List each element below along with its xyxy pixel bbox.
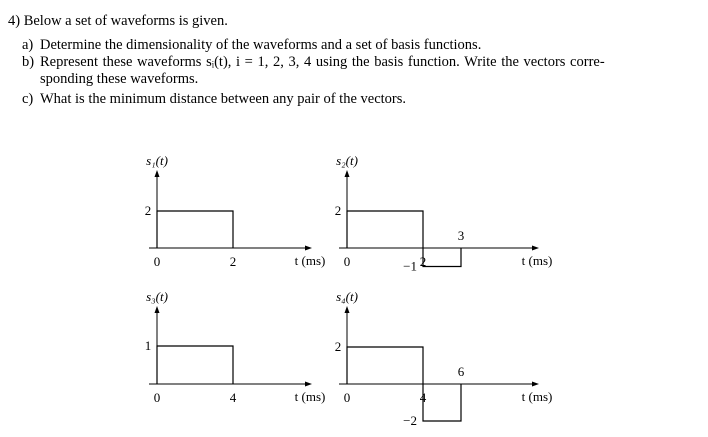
y-tick-label: −1 [403,258,417,274]
y-tick-label: 2 [334,339,342,354]
waveform-line-s3 [157,346,233,384]
chart-title: s₁(t) [146,153,168,168]
part-b-label: b) [22,54,35,70]
chart-title: s₃(t) [146,289,168,304]
x-axis-label: t (ms) [521,389,553,404]
x-tick-label: 4 [229,390,237,405]
part-b-text: Represent these waveforms sᵢ(t), i = 1, 2, 3, 4 using the basis function. Write the vectors corre- [40,54,605,70]
part-c-label: c) [22,91,34,107]
x-tick-label: 3 [457,228,465,243]
part-a-label: a) [22,37,34,53]
x-tick-label: 0 [343,390,351,405]
x-tick-label: 2 [419,254,427,269]
chart-title: s₂(t) [336,153,358,168]
x-axis-arrow-icon [532,246,539,251]
x-axis-label: t (ms) [521,253,553,268]
part-c-text: What is the minimum distance between any pair of the vectors. [40,91,407,107]
y-axis-arrow-icon [345,170,350,177]
y-axis-arrow-icon [345,306,350,313]
part-b-continuation: sponding these waveforms. [40,71,199,87]
x-tick-label: 0 [153,254,161,269]
x-axis-arrow-icon [532,382,539,387]
x-axis-arrow-icon [305,246,312,251]
x-tick-label: 0 [153,390,161,405]
y-tick-label: 2 [334,203,342,218]
x-tick-label: 0 [343,254,351,269]
x-tick-label: 4 [419,390,427,405]
y-tick-label: −2 [403,413,417,428]
waveform-line-s1 [157,211,233,248]
chart-title: s₄(t) [336,289,358,304]
y-tick-label: 1 [144,338,152,353]
problem-heading: 4) Below a set of waveforms is given. [8,13,228,29]
y-tick-label: 2 [144,203,152,218]
x-tick-label: 6 [457,364,465,379]
y-axis-arrow-icon [155,306,160,313]
x-axis-label: t (ms) [294,253,326,268]
part-a-text: Determine the dimensionality of the waveforms and a set of basis functions. [40,37,482,53]
y-axis-arrow-icon [155,170,160,177]
x-axis-label: t (ms) [294,389,326,404]
x-tick-label: 2 [229,254,237,269]
x-axis-arrow-icon [305,382,312,387]
